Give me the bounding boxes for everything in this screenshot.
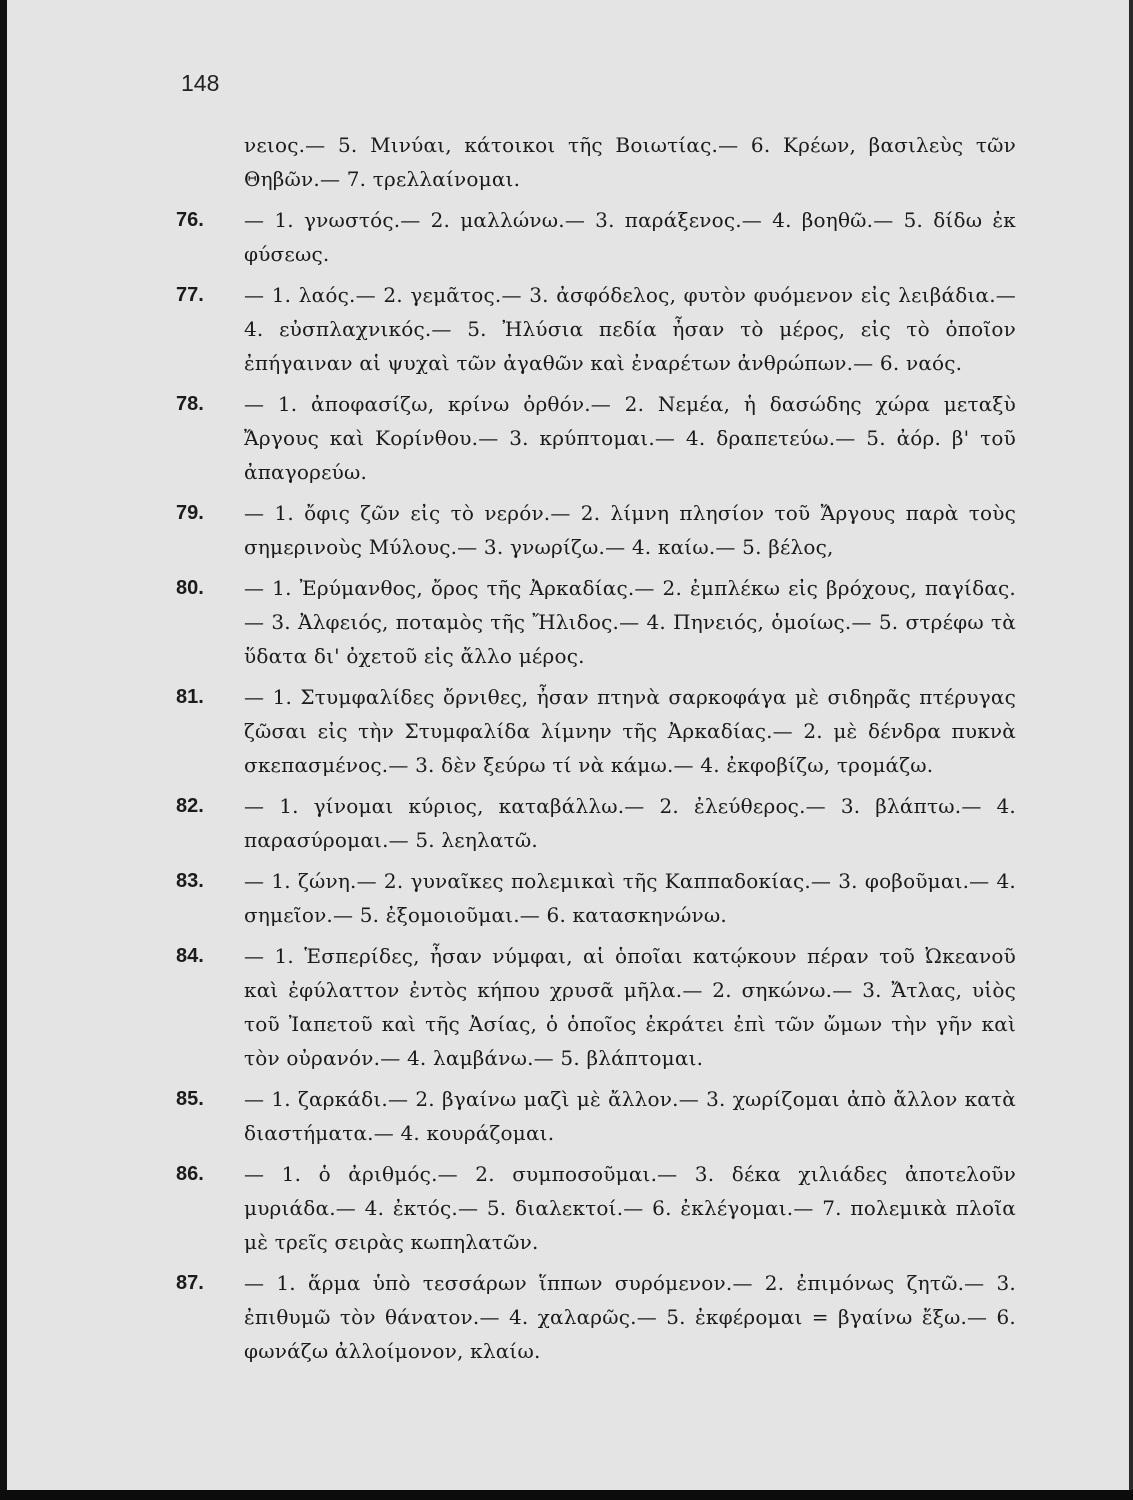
entry-continuation bbox=[244, 128, 1016, 196]
entry-80 bbox=[176, 571, 1016, 673]
entry-text: — 1. ζαρκάδι.— 2. βγαίνω μαζὶ μὲ ἄλλον.— 3. χωρίζομαι ἀπὸ ἄλλον κατὰ διαστήματα.— 4. κουράζομαι. bbox=[244, 1087, 1016, 1145]
entry-87 bbox=[176, 1266, 1016, 1368]
entry-text: — 1. Ἑσπερίδες, ἦσαν νύμφαι, αἱ ὁποῖαι κατῴκουν πέραν τοῦ Ὠκεανοῦ καὶ ἐφύλαττον ἐντὸς κήπου χρυσᾶ μῆλα.— 2. σηκώνω.— 3. Ἄτλας, υἱὸς τοῦ Ἰαπετοῦ καὶ τῆς Ἀσίας, ὁ ὁποῖος ἐκράτει ἐπὶ τῶν ὤμων τὴν γῆν καὶ τὸν οὐρανόν.— 4. λαμβάνω.— 5. βλάπτομαι. bbox=[244, 944, 1016, 1070]
entry-text: — 1. Ἐρύμανθος, ὄρος τῆς Ἀρκαδίας.— 2. ἐμπλέκω εἰς βρόχους, παγίδας.— 3. Ἀλφειός, ποταμὸς τῆς Ἤλιδος.— 4. Πηνειός, ὁμοίως.— 5. στρέφω τὰ ὕδατα δι' ὀχετοῦ εἰς ἄλλο μέρος. bbox=[244, 576, 1016, 668]
entry-76 bbox=[176, 203, 1016, 271]
scan-bottom-edge bbox=[0, 1490, 1133, 1500]
entry-text: — 1. ἅρμα ὑπὸ τεσσάρων ἵππων συρόμενον.— 2. ἐπιμόνως ζητῶ.— 3. ἐπιθυμῶ τὸν θάνατον.— 4. χαλαρῶς.— 5. ἐκφέρομαι = βγαίνω ἔξω.— 6. φωνάζω ἀλλοίμονον, κλαίω. bbox=[244, 1271, 1016, 1363]
entry-number: 81. bbox=[176, 686, 204, 708]
entry-83 bbox=[176, 864, 1016, 932]
entry-number: 84. bbox=[176, 945, 204, 967]
entry-85 bbox=[176, 1082, 1016, 1150]
entry-text: — 1. γίνομαι κύριος, καταβάλλω.— 2. ἐλεύθερος.— 3. βλάπτω.— 4. παρασύρομαι.— 5. λεηλατῶ. bbox=[244, 794, 1016, 852]
entry-77 bbox=[176, 278, 1016, 380]
page-number: 148 bbox=[181, 70, 220, 96]
entry-text: — 1. ἀποφασίζω, κρίνω ὀρθόν.— 2. Νεμέα, ἡ δασώδης χώρα μεταξὺ Ἄργους καὶ Κορίνθου.— 3. κρύπτομαι.— 4. δραπετεύω.— 5. ἀόρ. β' τοῦ ἀπαγορεύω. bbox=[244, 392, 1016, 484]
entry-86 bbox=[176, 1157, 1016, 1259]
entry-number: 77. bbox=[176, 284, 204, 306]
entry-number: 87. bbox=[176, 1272, 204, 1294]
entry-number: 78. bbox=[176, 393, 204, 415]
entry-text: — 1. γνωστός.— 2. μαλλώνω.— 3. παράξενος.— 4. βοηθῶ.— 5. δίδω ἐκ φύσεως. bbox=[244, 208, 1016, 266]
entry-81 bbox=[176, 680, 1016, 782]
entry-text: — 1. ζώνη.— 2. γυναῖκες πολεμικαὶ τῆς Καππαδοκίας.— 3. φοβοῦμαι.— 4. σημεῖον.— 5. ἐξομοιοῦμαι.— 6. κατασκηνώνω. bbox=[244, 869, 1016, 927]
entry-text: — 1. Στυμφαλίδες ὄρνιθες, ἦσαν πτηνὰ σαρκοφάγα μὲ σιδηρᾶς πτέρυγας ζῶσαι εἰς τὴν Στυμφαλίδα λίμνην τῆς Ἀρκαδίας.— 2. μὲ δένδρα πυκνὰ σκεπασμένος.— 3. δὲν ξεύρω τί νὰ κάμω.— 4. ἐκφοβίζω, τρομάζω. bbox=[244, 685, 1016, 777]
entry-number: 85. bbox=[176, 1088, 204, 1110]
entry-79 bbox=[176, 496, 1016, 564]
entry-84 bbox=[176, 939, 1016, 1075]
entry-number: 76. bbox=[176, 209, 204, 231]
glossary-entries bbox=[176, 128, 1016, 1375]
entry-number: 80. bbox=[176, 577, 204, 599]
entry-text: — 1. λαός.— 2. γεμᾶτος.— 3. ἀσφόδελος, φυτὸν φυόμενον εἰς λειβάδια.— 4. εὐσπλαχνικός.— 5. Ἠλύσια πεδία ἦσαν τὸ μέρος, εἰς τὸ ὁποῖον ἐπήγαιναν αἱ ψυχαὶ τῶν ἀγαθῶν καὶ ἐναρέτων ἀνθρώπων.— 6. ναός. bbox=[244, 283, 1016, 375]
entry-text: — 1. ὁ ἀριθμός.— 2. συμποσοῦμαι.— 3. δέκα χιλιάδες ἀποτελοῦν μυριάδα.— 4. ἐκτός.— 5. διαλεκτοί.— 6. ἐκλέγομαι.— 7. πολεμικὰ πλοῖα μὲ τρεῖς σειρὰς κωπηλατῶν. bbox=[244, 1162, 1016, 1254]
entry-number: 83. bbox=[176, 870, 204, 892]
scan-right-edge bbox=[1129, 0, 1133, 1500]
entry-text: νειος.— 5. Μινύαι, κάτοικοι τῆς Βοιωτίας.— 6. Κρέων, βασιλεὺς τῶν Θηβῶν.— 7. τρελλαίνομαι. bbox=[244, 133, 1016, 191]
entry-number: 82. bbox=[176, 795, 204, 817]
scan-left-edge bbox=[0, 0, 7, 1500]
entry-number: 86. bbox=[176, 1163, 204, 1185]
entry-text: — 1. ὄφις ζῶν εἰς τὸ νερόν.— 2. λίμνη πλησίον τοῦ Ἄργους παρὰ τοὺς σημερινοὺς Μύλους.— 3. γνωρίζω.— 4. καίω.— 5. βέλος, bbox=[244, 501, 1016, 559]
entry-78 bbox=[176, 387, 1016, 489]
entry-number: 79. bbox=[176, 502, 204, 524]
entry-82 bbox=[176, 789, 1016, 857]
